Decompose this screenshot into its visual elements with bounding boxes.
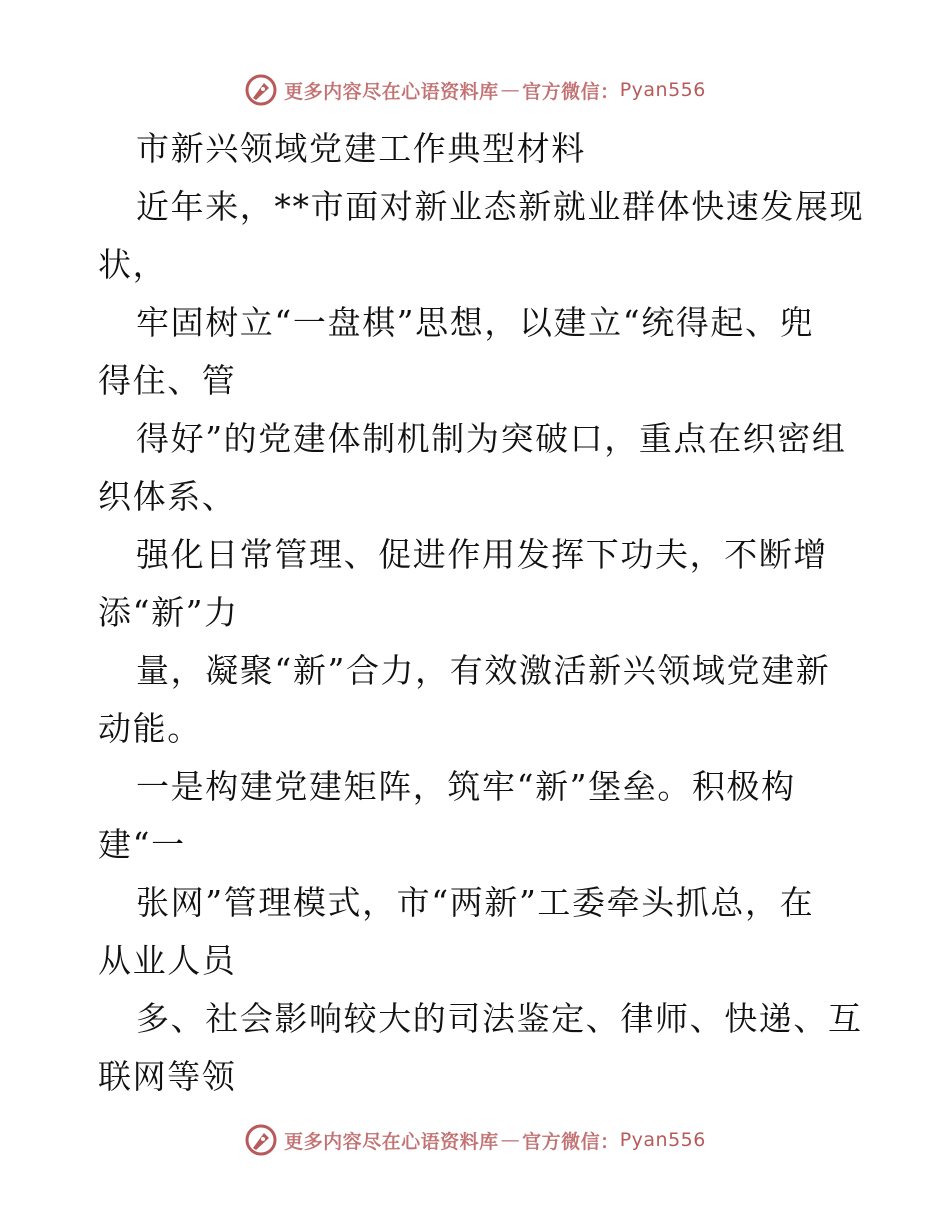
paragraph-line: 强化日常管理、促进作用发挥下功夫，不断增 <box>136 535 828 574</box>
paragraph-line: 得住、管 <box>98 361 237 400</box>
watermark-separator: — <box>500 79 521 101</box>
watermark-contact-label: 官方微信： <box>522 80 620 103</box>
paragraph-line: 多、社会影响较大的司法鉴定、律师、快递、互 <box>136 999 863 1038</box>
watermark-contact-id: Pyan556 <box>619 79 706 101</box>
watermark-separator: — <box>500 1129 521 1151</box>
watermark-text: 更多内容尽在心语资料库 <box>284 1130 499 1153</box>
paragraph-line: 动能。 <box>98 709 202 748</box>
paragraph-line: 添“新”力 <box>98 593 239 632</box>
document-title: 市新兴领域党建工作典型材料 <box>136 129 586 168</box>
paragraph-line: 一是构建党建矩阵，筑牢“新”堡垒。积极构 <box>136 767 796 806</box>
footer-watermark <box>0 1118 950 1162</box>
paragraph-line: 得好”的党建体制机制为突破口，重点在织密组 <box>136 419 847 458</box>
paragraph-line: 近年来，**市面对新业态新就业群体快速发展现 <box>136 187 865 226</box>
header-watermark <box>0 68 950 112</box>
paragraph-line: 牢固树立“一盘棋”思想，以建立“统得起、兜 <box>136 303 815 342</box>
paragraph-line: 织体系、 <box>98 477 237 516</box>
pen-nib-logo-icon <box>244 73 278 107</box>
pen-nib-logo-icon <box>244 1123 278 1157</box>
paragraph-line: 状， <box>98 245 168 284</box>
paragraph-line: 建“一 <box>98 825 186 864</box>
watermark-contact-label: 官方微信： <box>522 1130 620 1153</box>
paragraph-line: 张网”管理模式，市“两新”工委牵头抓总，在 <box>136 883 815 922</box>
document-body <box>98 120 865 1106</box>
paragraph-line: 从业人员 <box>98 941 237 980</box>
watermark-text: 更多内容尽在心语资料库 <box>284 80 499 103</box>
paragraph-line: 量，凝聚“新”合力，有效激活新兴领域党建新 <box>136 651 831 690</box>
paragraph-line: 联网等领 <box>98 1057 237 1096</box>
watermark-contact-id: Pyan556 <box>619 1129 706 1151</box>
